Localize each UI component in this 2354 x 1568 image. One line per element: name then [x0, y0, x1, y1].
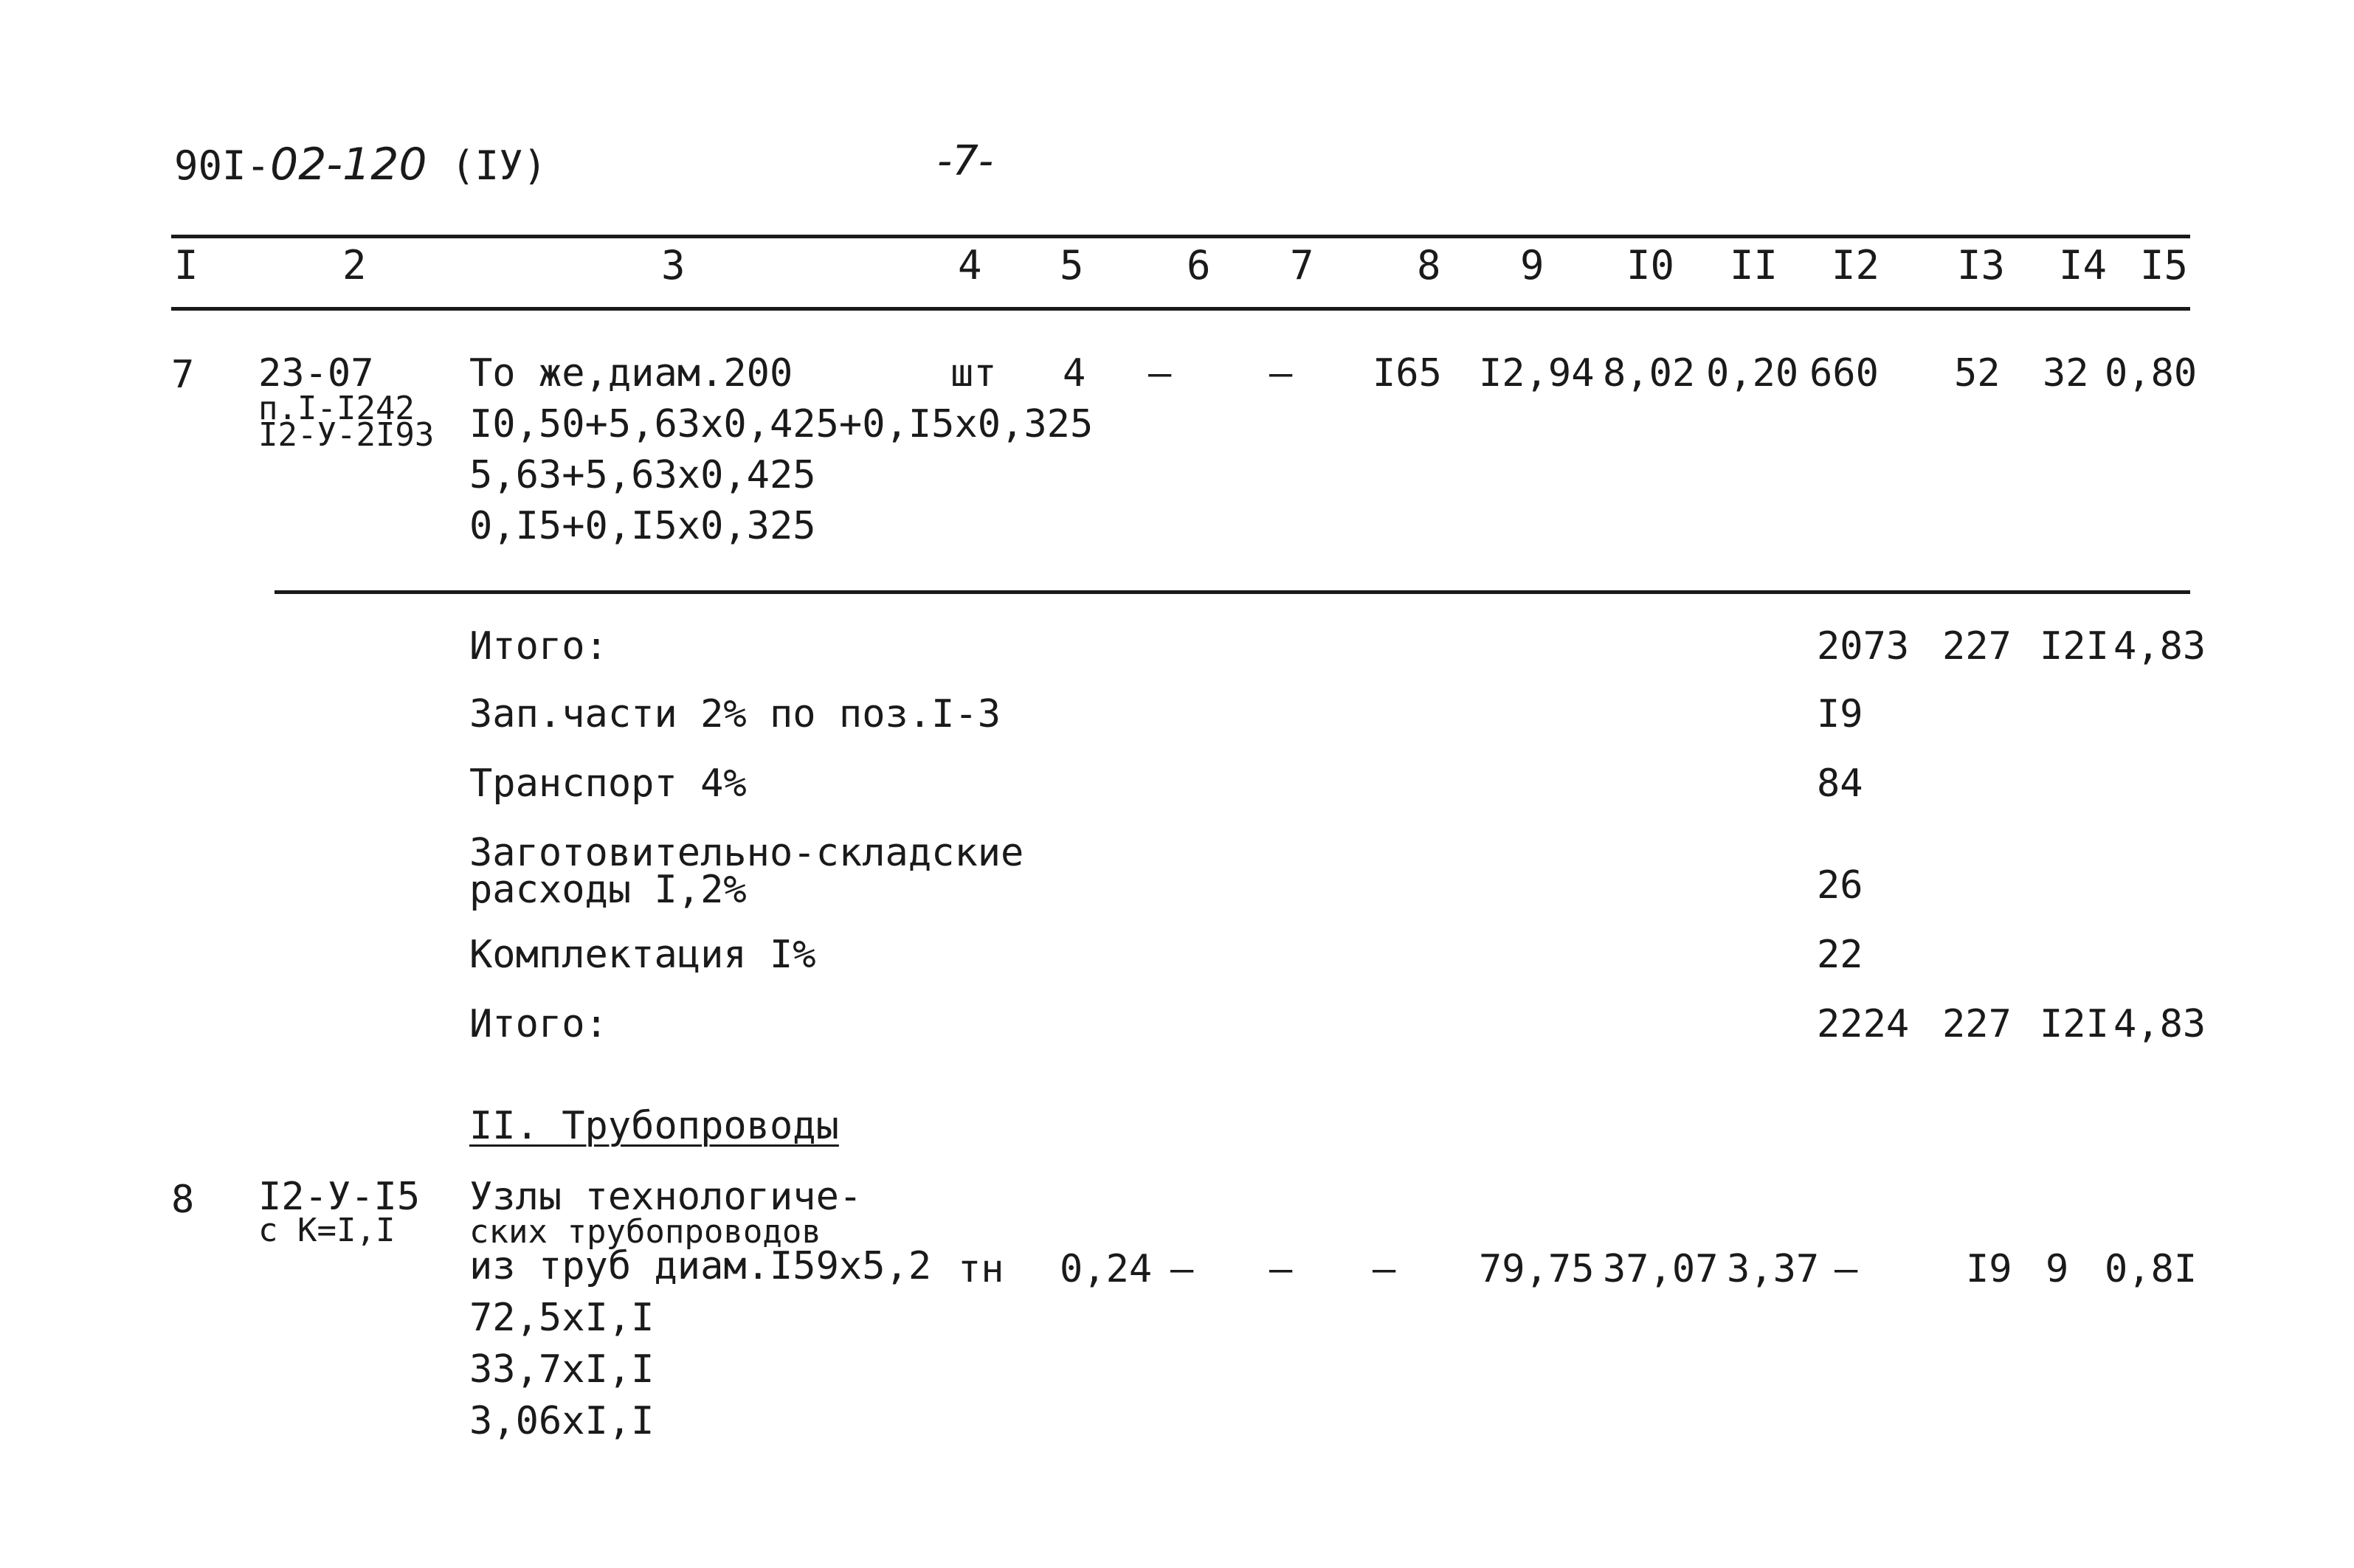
cell-col-9: 79,75: [1479, 1247, 1595, 1291]
total-col-13: 227: [1942, 1002, 2012, 1046]
section-heading: II. Трубопроводы: [469, 1104, 839, 1148]
item-description-line: Узлы технологиче-: [469, 1175, 863, 1219]
total-label: Итого:: [469, 1002, 608, 1046]
cell-col-5: 4: [1063, 351, 1086, 396]
col-header-6: 6: [1187, 242, 1211, 289]
surcharge-value: I9: [1817, 692, 1863, 736]
col-header-13: I3: [1957, 242, 2006, 289]
total-col-13: 227: [1942, 624, 2012, 669]
item-description-line: из труб диам.I59х5,2: [469, 1244, 932, 1288]
page-number: -7-: [937, 137, 994, 185]
col-header-10: I0: [1626, 242, 1675, 289]
cell-col-12: 660: [1809, 351, 1879, 396]
col-header-7: 7: [1290, 242, 1314, 289]
total-col-12: 2073: [1817, 624, 1910, 669]
surcharge-value: 22: [1817, 933, 1863, 977]
cell-col-10: 37,07: [1603, 1247, 1719, 1291]
item-description-line: 5,63+5,63х0,425: [469, 453, 816, 497]
surcharge-label: Транспорт 4%: [469, 761, 747, 806]
cell-col-12: –: [1834, 1247, 1858, 1291]
surcharge-label-line: Заготовительно-складские: [469, 831, 1024, 875]
cell-col-13: I9: [1966, 1247, 2012, 1291]
doc-code-suffix: (IУ): [451, 142, 548, 189]
cell-col-15: 0,8I: [2105, 1247, 2198, 1291]
col-header-12: I2: [1832, 242, 1880, 289]
cell-col-11: 0,20: [1706, 351, 1799, 396]
doc-code-handwritten: 02-120: [270, 139, 427, 190]
surcharge-label: Зап.части 2% по поз.I-3: [469, 692, 1001, 736]
cell-col-9: I2,94: [1479, 351, 1595, 396]
norm-code-line: п.I-I242: [258, 390, 415, 427]
cell-col-6: –: [1170, 1247, 1194, 1291]
cell-col-13: 52: [1954, 351, 2001, 396]
cell-col-10: 8,02: [1603, 351, 1696, 396]
item-description-line: 33,7хI,I: [469, 1347, 655, 1392]
subtotal-separator-rule: [275, 590, 2190, 594]
col-header-4: 4: [958, 242, 982, 289]
unit-cell: тн: [958, 1247, 1004, 1291]
surcharge-value: 26: [1817, 863, 1863, 908]
cell-col-8: –: [1373, 1247, 1396, 1291]
cell-col-14: 9: [2046, 1247, 2069, 1291]
item-description-line: 72,5хI,I: [469, 1296, 655, 1340]
col-header-15: I5: [2140, 242, 2189, 289]
header-top-rule: [171, 235, 2190, 238]
cell-col-5: 0,24: [1060, 1247, 1153, 1291]
cell-col-8: I65: [1373, 351, 1442, 396]
cell-col-7: –: [1269, 1247, 1293, 1291]
col-header-14: I4: [2059, 242, 2108, 289]
surcharge-label: Комплектация I%: [469, 933, 816, 977]
item-description-line: 3,06хI,I: [469, 1399, 655, 1443]
item-description-line: ских трубопроводов: [469, 1213, 821, 1251]
total-col-15: 4,83: [2113, 624, 2206, 669]
cell-col-7: –: [1269, 351, 1293, 396]
total-col-14: I2I: [2040, 624, 2109, 669]
col-header-5: 5: [1060, 242, 1084, 289]
cell-col-11: 3,37: [1727, 1247, 1820, 1291]
total-label: Итого:: [469, 624, 608, 669]
col-header-9: 9: [1520, 242, 1544, 289]
norm-code-line: 23-07: [258, 351, 374, 396]
cell-col-14: 32: [2043, 351, 2089, 396]
col-header-1: I: [174, 242, 199, 289]
cell-col-6: –: [1148, 351, 1172, 396]
col-header-8: 8: [1417, 242, 1441, 289]
surcharge-label-line: расходы I,2%: [469, 868, 747, 912]
item-description-line: I0,50+5,63х0,425+0,I5х0,325: [469, 402, 1094, 446]
position-number: 8: [171, 1178, 195, 1222]
total-col-12: 2224: [1817, 1002, 1910, 1046]
norm-code-line: с К=I,I: [258, 1212, 396, 1249]
position-number: 7: [171, 353, 195, 397]
header-bottom-rule: [171, 307, 2190, 311]
surcharge-value: 84: [1817, 761, 1863, 806]
doc-code-prefix: 90I-: [174, 142, 271, 189]
col-header-3: 3: [661, 242, 686, 289]
item-description-line: 0,I5+0,I5х0,325: [469, 504, 816, 548]
col-header-11: II: [1730, 242, 1778, 289]
total-col-15: 4,83: [2113, 1002, 2206, 1046]
norm-code-line: I2-У-2I93: [258, 416, 435, 454]
col-header-2: 2: [342, 242, 367, 289]
total-col-14: I2I: [2040, 1002, 2109, 1046]
cell-col-15: 0,80: [2105, 351, 2198, 396]
norm-code-line: I2-У-I5: [258, 1175, 421, 1219]
item-description-line: То же,диам.200: [469, 351, 793, 396]
unit-cell: шт: [950, 351, 997, 396]
document-code: [174, 139, 547, 190]
